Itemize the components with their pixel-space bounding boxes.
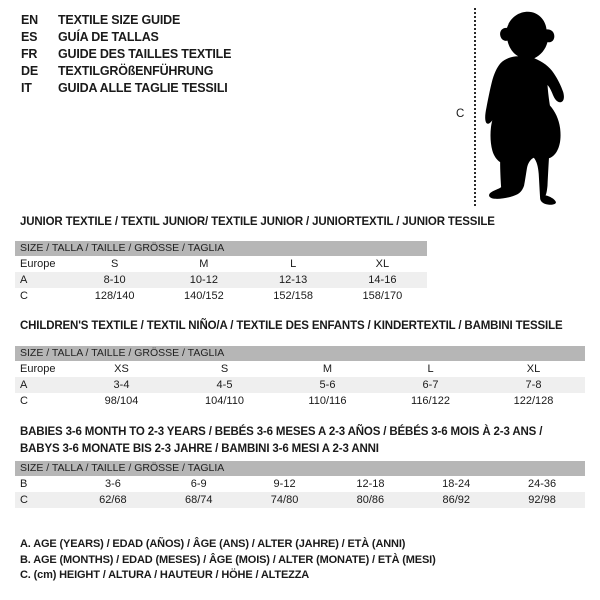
language-code: ES [21, 29, 38, 44]
table-cell: 80/86 [356, 494, 385, 506]
text-line: BABIES 3-6 MONTH TO 2-3 YEARS / BEBÉS 3-6 MESES A 2-3 AÑOS / BÉBÉS 3-6 MOIS À 2-3 ANS / [20, 426, 543, 438]
table-cell: 24-36 [527, 478, 557, 490]
baby-silhouette-icon [485, 9, 568, 206]
row-label: A [20, 379, 28, 391]
text-line: BABYS 3-6 MONATE BIS 2-3 JAHRE / BAMBINI 3-6 MESI A 2-3 ANNI [20, 443, 379, 455]
table-cell: 8-10 [103, 274, 126, 286]
table-cell: 140/152 [183, 290, 224, 302]
language-label: TEXTILGRÖßENFÜHRUNG [58, 63, 214, 78]
table-cell: 92/98 [528, 494, 556, 506]
table-cell: 12-13 [279, 274, 308, 286]
row-label: C [20, 290, 28, 302]
height-measure-label: C [456, 108, 465, 120]
section-title-junior [20, 214, 495, 231]
language-row [21, 45, 231, 62]
language-code: IT [21, 80, 32, 95]
size-table-babies [15, 461, 585, 508]
table-cell: 98/104 [104, 395, 139, 407]
language-row [21, 62, 231, 79]
table-cell: XS [114, 363, 129, 375]
text-line: JUNIOR TEXTILE / TEXTIL JUNIOR/ TEXTILE JUNIOR / JUNIORTEXTIL / JUNIOR TESSILE [20, 216, 495, 228]
text-line: A. AGE (YEARS) / EDAD (AÑOS) / ÂGE (ANS) / ALTER (JAHRE) / ETÀ (ANNI) [20, 538, 406, 550]
row-label: A [20, 274, 28, 286]
table-cell: 6-7 [422, 379, 439, 391]
table-cell: 10-12 [189, 274, 218, 286]
size-header-bar: SIZE / TALLA / TAILLE / GRÖSSE / TAGLIA [15, 241, 427, 256]
measure-legend [20, 537, 436, 584]
table-row [15, 288, 427, 304]
table-cell: L [427, 363, 434, 375]
table-cell: 3-4 [113, 379, 130, 391]
language-row [21, 11, 231, 28]
table-cell: S [220, 363, 229, 375]
table-cell: 3-6 [104, 478, 121, 490]
language-label: GUIDE DES TAILLES TEXTILE [58, 46, 232, 61]
table-cell: 68/74 [184, 494, 213, 506]
text-line: B. AGE (MONTHS) / EDAD (MESES) / ÂGE (MOIS) / ALTER (MONATE) / ETÀ (MESI) [20, 553, 436, 566]
size-header-bar: SIZE / TALLA / TAILLE / GRÖSSE / TAGLIA [15, 461, 585, 476]
table-cell: XL [375, 258, 390, 270]
text-line: C. (cm) HEIGHT / ALTURA / HAUTEUR / HÖHE / ALTEZZA [20, 569, 310, 581]
table-row [15, 393, 585, 409]
table-cell: 86/92 [442, 494, 470, 506]
table-cell: 18-24 [442, 478, 471, 490]
language-label: TEXTILE SIZE GUIDE [58, 12, 181, 27]
language-row [21, 79, 231, 96]
size-table-children [15, 346, 585, 409]
table-cell: 128/140 [94, 290, 135, 302]
size-table-junior [15, 241, 427, 304]
table-row [15, 492, 585, 508]
section-title-babies [20, 424, 542, 458]
table-cell: M [199, 258, 209, 270]
table-cell: 110/116 [308, 395, 347, 407]
row-label: Europe [20, 258, 56, 270]
table-cell: 12-18 [356, 478, 385, 490]
table-cell: 5-6 [319, 379, 336, 391]
language-code: FR [21, 46, 38, 61]
table-cell: 74/80 [270, 494, 299, 506]
table-cell: S [110, 258, 119, 270]
table-cell: 116/122 [411, 395, 450, 407]
language-row [21, 28, 231, 45]
table-row [15, 361, 585, 377]
table-row [15, 377, 585, 393]
table-cell: 158/170 [362, 290, 403, 302]
table-cell: 9-12 [273, 478, 296, 490]
table-body [15, 256, 427, 304]
table-row [15, 256, 427, 272]
height-measure-dotted-line [474, 8, 476, 206]
table-cell: 7-8 [525, 379, 542, 391]
row-label: B [20, 478, 28, 490]
table-cell: XL [526, 363, 541, 375]
table-row [15, 272, 427, 288]
table-cell: 62/68 [99, 494, 127, 506]
table-cell: 104/110 [205, 395, 244, 407]
table-cell: 6-9 [190, 478, 207, 490]
table-row [15, 476, 585, 492]
row-label: C [20, 494, 28, 506]
language-code: DE [21, 63, 38, 78]
language-label: GUÍA DE TALLAS [58, 29, 159, 44]
table-cell: 122/128 [513, 395, 554, 407]
table-cell: M [322, 363, 333, 375]
table-body [15, 476, 585, 508]
table-cell: L [290, 258, 297, 270]
language-code: EN [21, 12, 38, 27]
section-title-children [20, 318, 563, 335]
language-label: GUIDA ALLE TAGLIE TESSILI [58, 80, 228, 95]
language-title-list [21, 11, 231, 96]
table-cell: 4-5 [216, 379, 233, 391]
row-label: Europe [20, 363, 56, 375]
row-label: C [20, 395, 28, 407]
text-line: CHILDREN'S TEXTILE / TEXTIL NIÑO/A / TEXTILE DES ENFANTS / KINDERTEXTIL / BAMBINI TESSILE [20, 320, 563, 332]
size-header-bar: SIZE / TALLA / TAILLE / GRÖSSE / TAGLIA [15, 346, 585, 361]
table-cell: 152/158 [273, 290, 313, 302]
table-cell: 14-16 [368, 274, 397, 286]
table-body [15, 361, 585, 409]
